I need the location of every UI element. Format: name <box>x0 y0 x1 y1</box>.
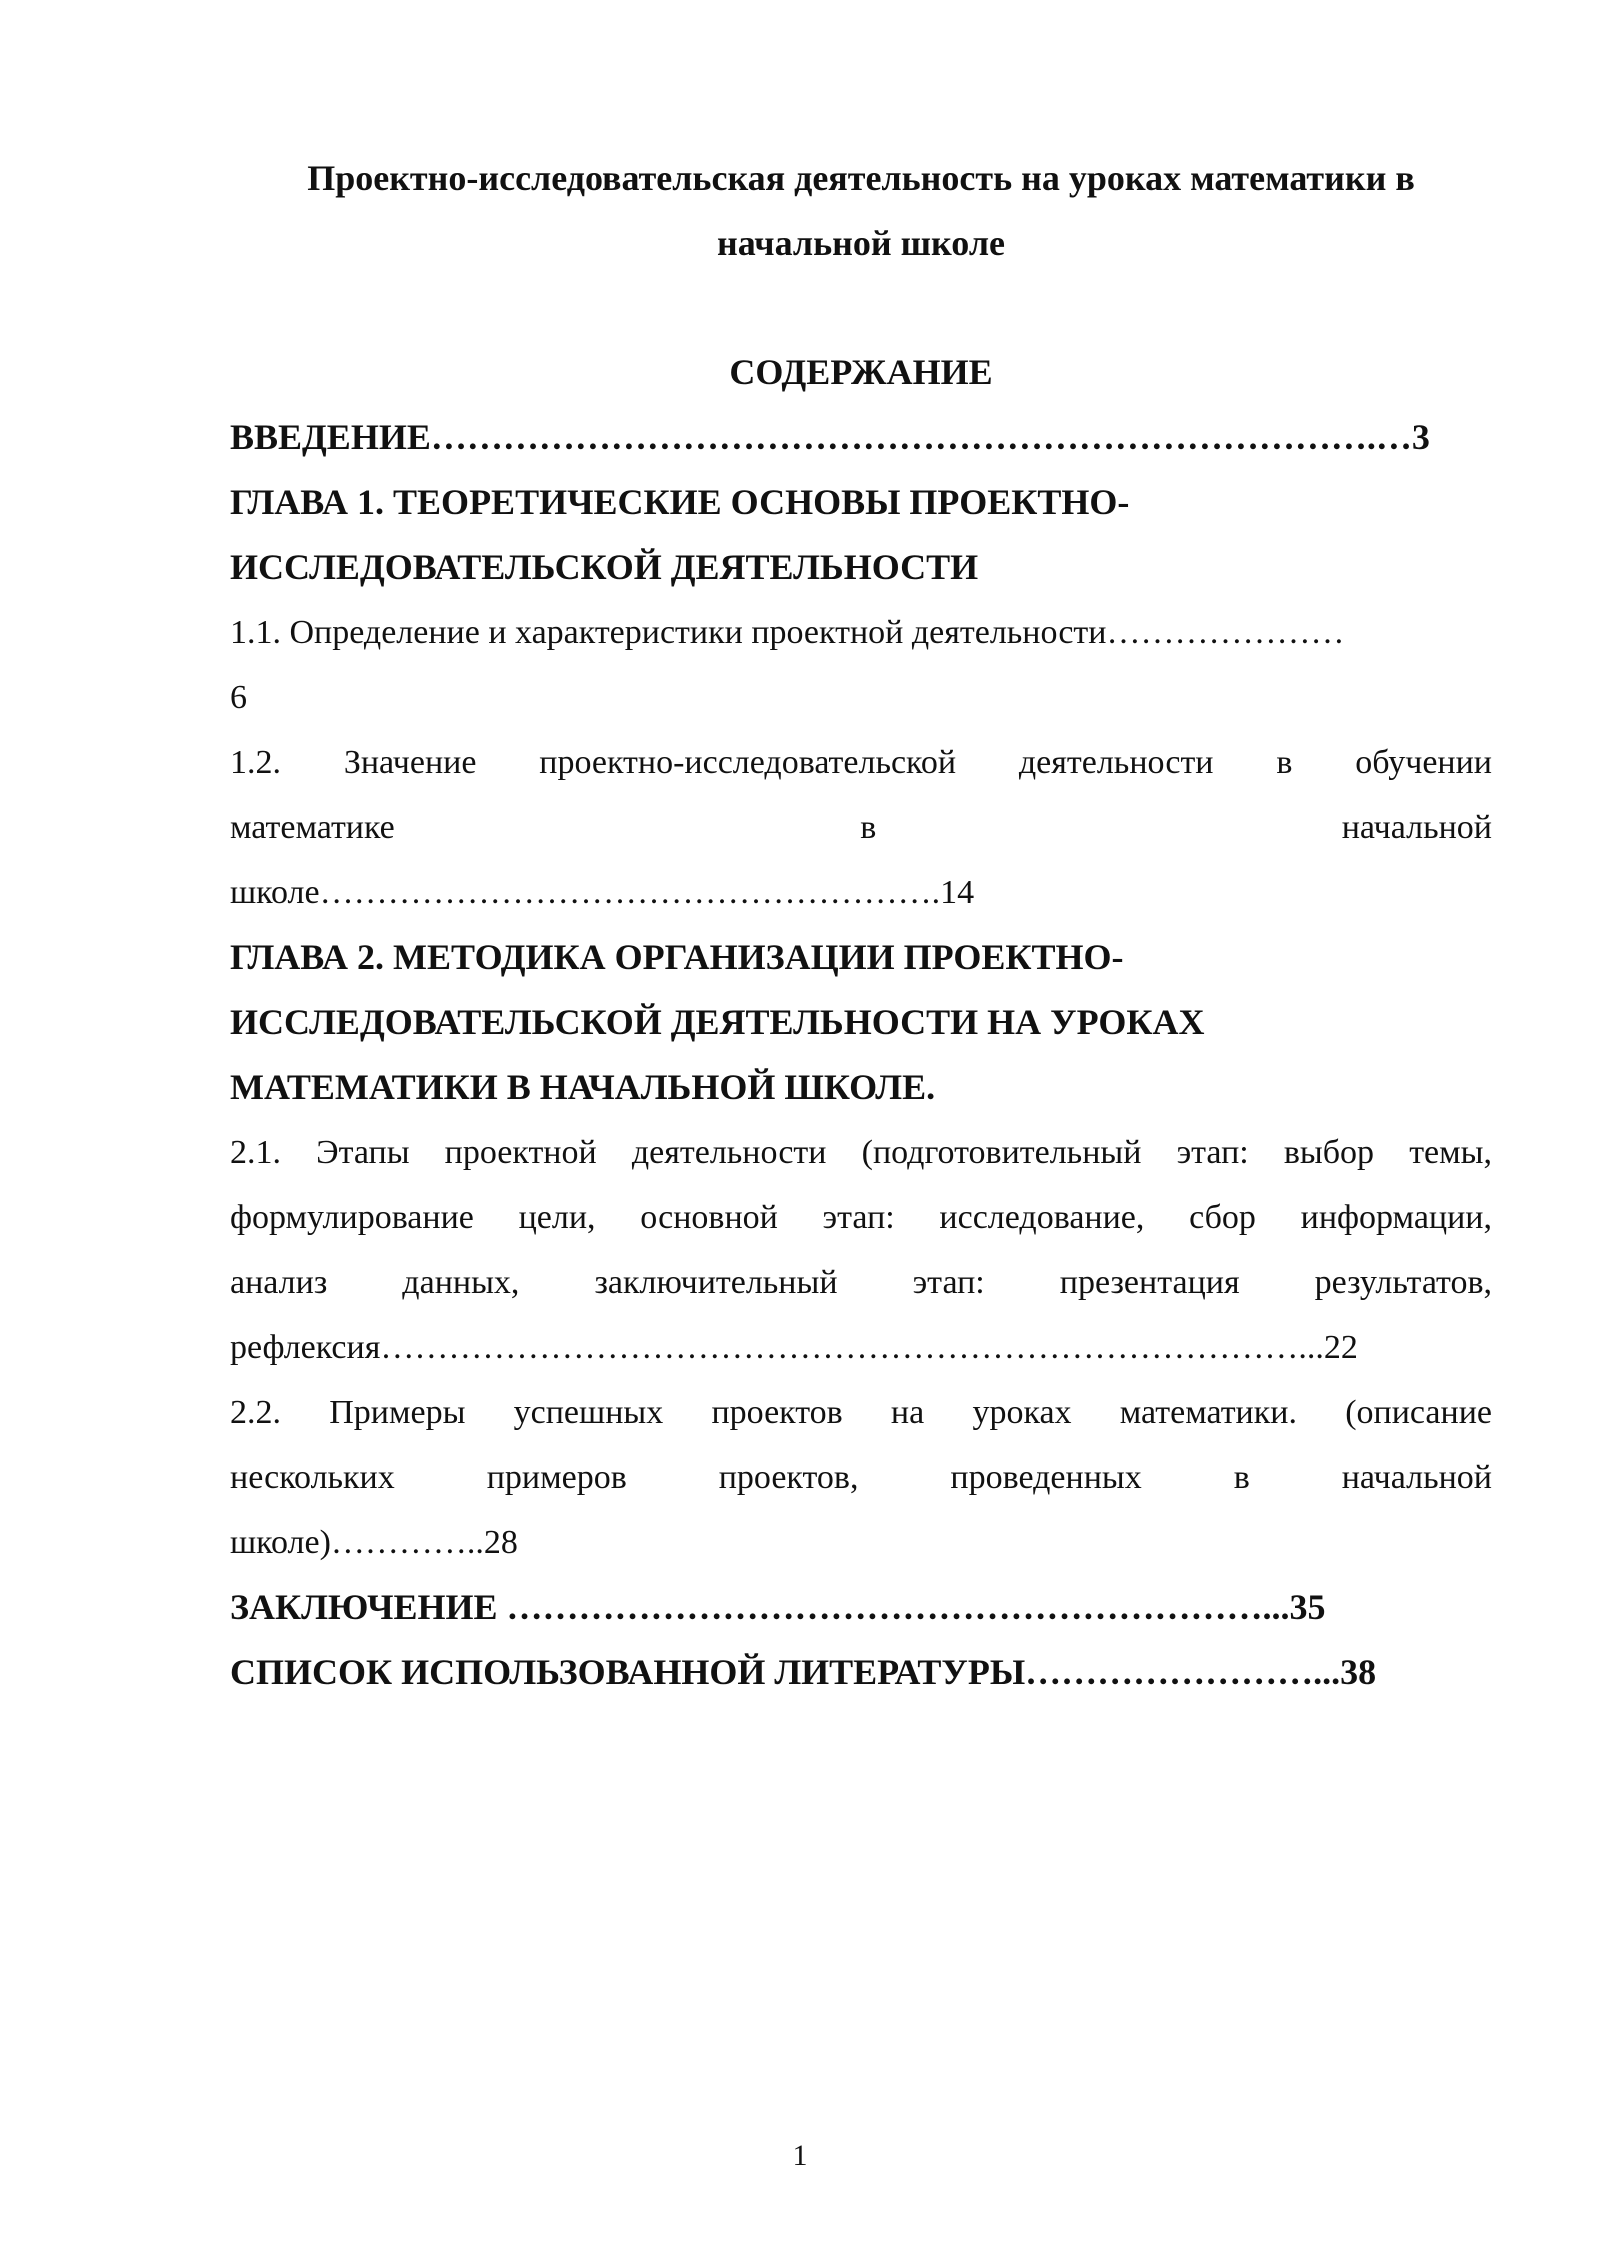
toc-entry-chapter-2-line-2: ИССЛЕДОВАТЕЛЬСКОЙ ДЕЯТЕЛЬНОСТИ НА УРОКАХ <box>230 1002 1205 1042</box>
toc-entry-section-1-2-line-2: математике в начальной <box>230 809 1492 846</box>
toc-entry-section-1-2-line-3: школе……………………………………………….14 <box>230 874 975 911</box>
toc-entry-section-2-1-line-2: формулирование цели, основной этап: исследование, сбор информации, <box>230 1199 1492 1236</box>
toc-entry-conclusion: ЗАКЛЮЧЕНИЕ ………………………………………………………...35 <box>230 1587 1326 1627</box>
toc-entry-chapter-2-line-1: ГЛАВА 2. МЕТОДИКА ОРГАНИЗАЦИИ ПРОЕКТНО- <box>230 937 1124 977</box>
page-number: 1 <box>792 2139 808 2172</box>
toc-entry-section-2-2-line-1: 2.2. Примеры успешных проектов на уроках математики. (описание <box>230 1394 1492 1431</box>
document-title-line-1: Проектно-исследовательская деятельность на уроках математики в <box>307 158 1415 198</box>
toc-entry-chapter-1-line-2: ИССЛЕДОВАТЕЛЬСКОЙ ДЕЯТЕЛЬНОСТИ <box>230 547 979 587</box>
toc-entry-section-2-2-line-2: нескольких примеров проектов, проведенных в начальной <box>230 1459 1492 1496</box>
toc-entry-section-1-1-page: 6 <box>230 679 247 716</box>
table-of-contents <box>230 340 1492 1705</box>
toc-heading: СОДЕРЖАНИЕ <box>729 352 993 392</box>
toc-entry-section-1-1-line-1: 1.1. Определение и характеристики проектной деятельности………………… <box>230 614 1345 651</box>
toc-entry-chapter-1-line-1: ГЛАВА 1. ТЕОРЕТИЧЕСКИЕ ОСНОВЫ ПРОЕКТНО- <box>230 482 1130 522</box>
toc-entry-section-2-2-line-3: школе)…………..28 <box>230 1524 518 1561</box>
toc-entry-references: СПИСОК ИСПОЛЬЗОВАННОЙ ЛИТЕРАТУРЫ……………………...38 <box>230 1652 1377 1692</box>
document-title <box>230 146 1492 276</box>
toc-entry-chapter-2-line-3: МАТЕМАТИКИ В НАЧАЛЬНОЙ ШКОЛЕ. <box>230 1067 936 1107</box>
toc-entry-introduction: ВВЕДЕНИЕ…………………………………………………………………….…3 <box>230 417 1430 457</box>
toc-entry-section-2-1-line-1: 2.1. Этапы проектной деятельности (подготовительный этап: выбор темы, <box>230 1134 1492 1171</box>
document-title-line-2: начальной школе <box>717 223 1005 263</box>
toc-entry-section-2-1-line-4: рефлексия………………………………………………………………………...22 <box>230 1329 1358 1366</box>
toc-entry-section-1-2-line-1: 1.2. Значение проектно-исследовательской деятельности в обучении <box>230 744 1492 781</box>
toc-entry-section-2-1-line-3: анализ данных, заключительный этап: презентация результатов, <box>230 1264 1492 1301</box>
